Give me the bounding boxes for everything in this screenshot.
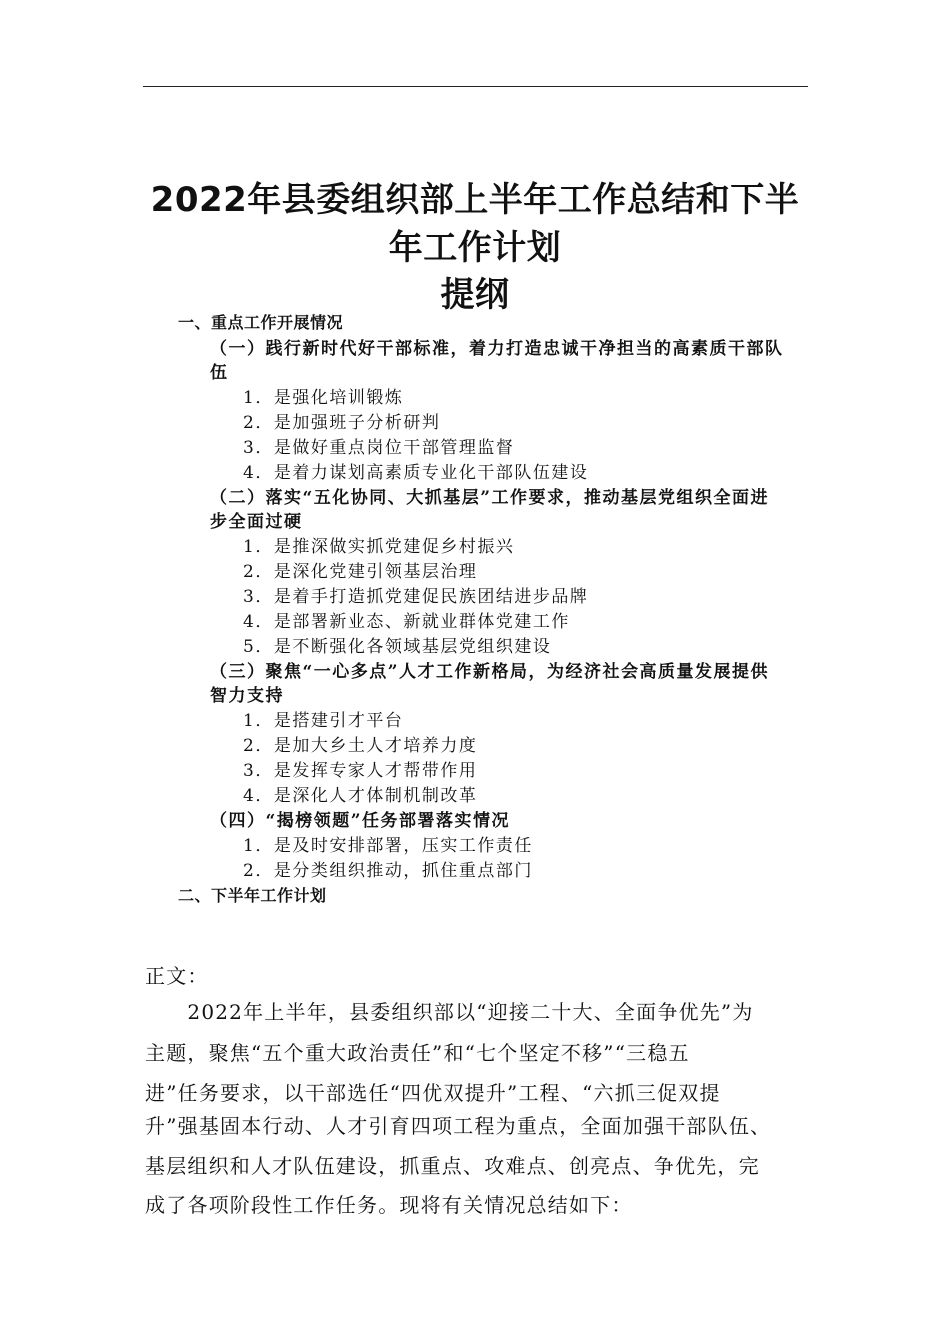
outline-sub-1-line-1: （一）践行新时代好干部标准，着力打造忠诚干净担当的高素质干部队	[210, 339, 784, 359]
body-paragraph-line: 进”任务要求，以干部选任“四优双提升”工程、“六抓三促双提	[145, 1081, 721, 1105]
outline-item: 3．是做好重点岗位干部管理监督	[243, 438, 515, 458]
outline-sub-3-line-1: （三）聚焦“一心多点”人才工作新格局，为经济社会高质量发展提供	[210, 662, 770, 682]
outline-item: 1．是强化培训锻炼	[243, 388, 404, 408]
outline-item: 2．是加强班子分析研判	[243, 413, 441, 433]
outline-item: 1．是搭建引才平台	[243, 711, 404, 731]
outline-item: 1．是推深做实抓党建促乡村振兴	[243, 537, 515, 557]
document-subtitle: 提纲	[440, 275, 510, 315]
outline-item: 1．是及时安排部署，压实工作责任	[243, 836, 533, 856]
outline-item: 2．是分类组织推动，抓住重点部门	[243, 861, 533, 881]
outline-item: 4．是着力谋划高素质专业化干部队伍建设	[243, 463, 589, 483]
body-paragraph-line: 成了各项阶段性工作任务。现将有关情况总结如下：	[145, 1193, 633, 1217]
document-title-line-1: 2022年县委组织部上半年工作总结和下半	[150, 180, 800, 220]
header-rule	[143, 86, 808, 87]
outline-sub-1-line-2: 伍	[210, 363, 229, 383]
outline-item: 3．是发挥专家人才帮带作用	[243, 761, 478, 781]
document-title-line-2: 年工作计划	[388, 228, 562, 268]
body-label: 正文：	[145, 964, 209, 988]
body-paragraph-line: 升”强基固本行动、人才引育四项工程为重点，全面加强干部队伍、	[145, 1114, 772, 1138]
outline-sub-2-line-1: （二）落实“五化协同、大抓基层”工作要求，推动基层党组织全面进	[210, 488, 770, 508]
outline-section-2: 二、下半年工作计划	[178, 886, 327, 905]
outline-item: 2．是深化党建引领基层治理	[243, 562, 478, 582]
body-paragraph-line: 主题，聚焦“五个重大政治责任”和“七个坚定不移”“三稳五	[145, 1041, 690, 1065]
outline-sub-2-line-2: 步全面过硬	[210, 512, 303, 532]
body-paragraph-line: 基层组织和人才队伍建设，抓重点、攻难点、创亮点、争优先，完	[145, 1154, 760, 1178]
outline-sub-3-line-2: 智力支持	[210, 686, 284, 706]
body-paragraph-line: 2022年上半年，县委组织部以“迎接二十大、全面争优先”为	[145, 1000, 754, 1024]
outline-item: 4．是深化人才体制机制改革	[243, 786, 478, 806]
outline-item: 2．是加大乡土人才培养力度	[243, 736, 478, 756]
outline-section-1: 一、重点工作开展情况	[178, 313, 344, 332]
outline-item: 4．是部署新业态、新就业群体党建工作	[243, 612, 570, 632]
outline-item: 3．是着手打造抓党建促民族团结进步品牌	[243, 587, 589, 607]
outline-sub-4-line-1: （四）“揭榜领题”任务部署落实情况	[210, 811, 511, 831]
outline-item: 5．是不断强化各领域基层党组织建设	[243, 637, 552, 657]
